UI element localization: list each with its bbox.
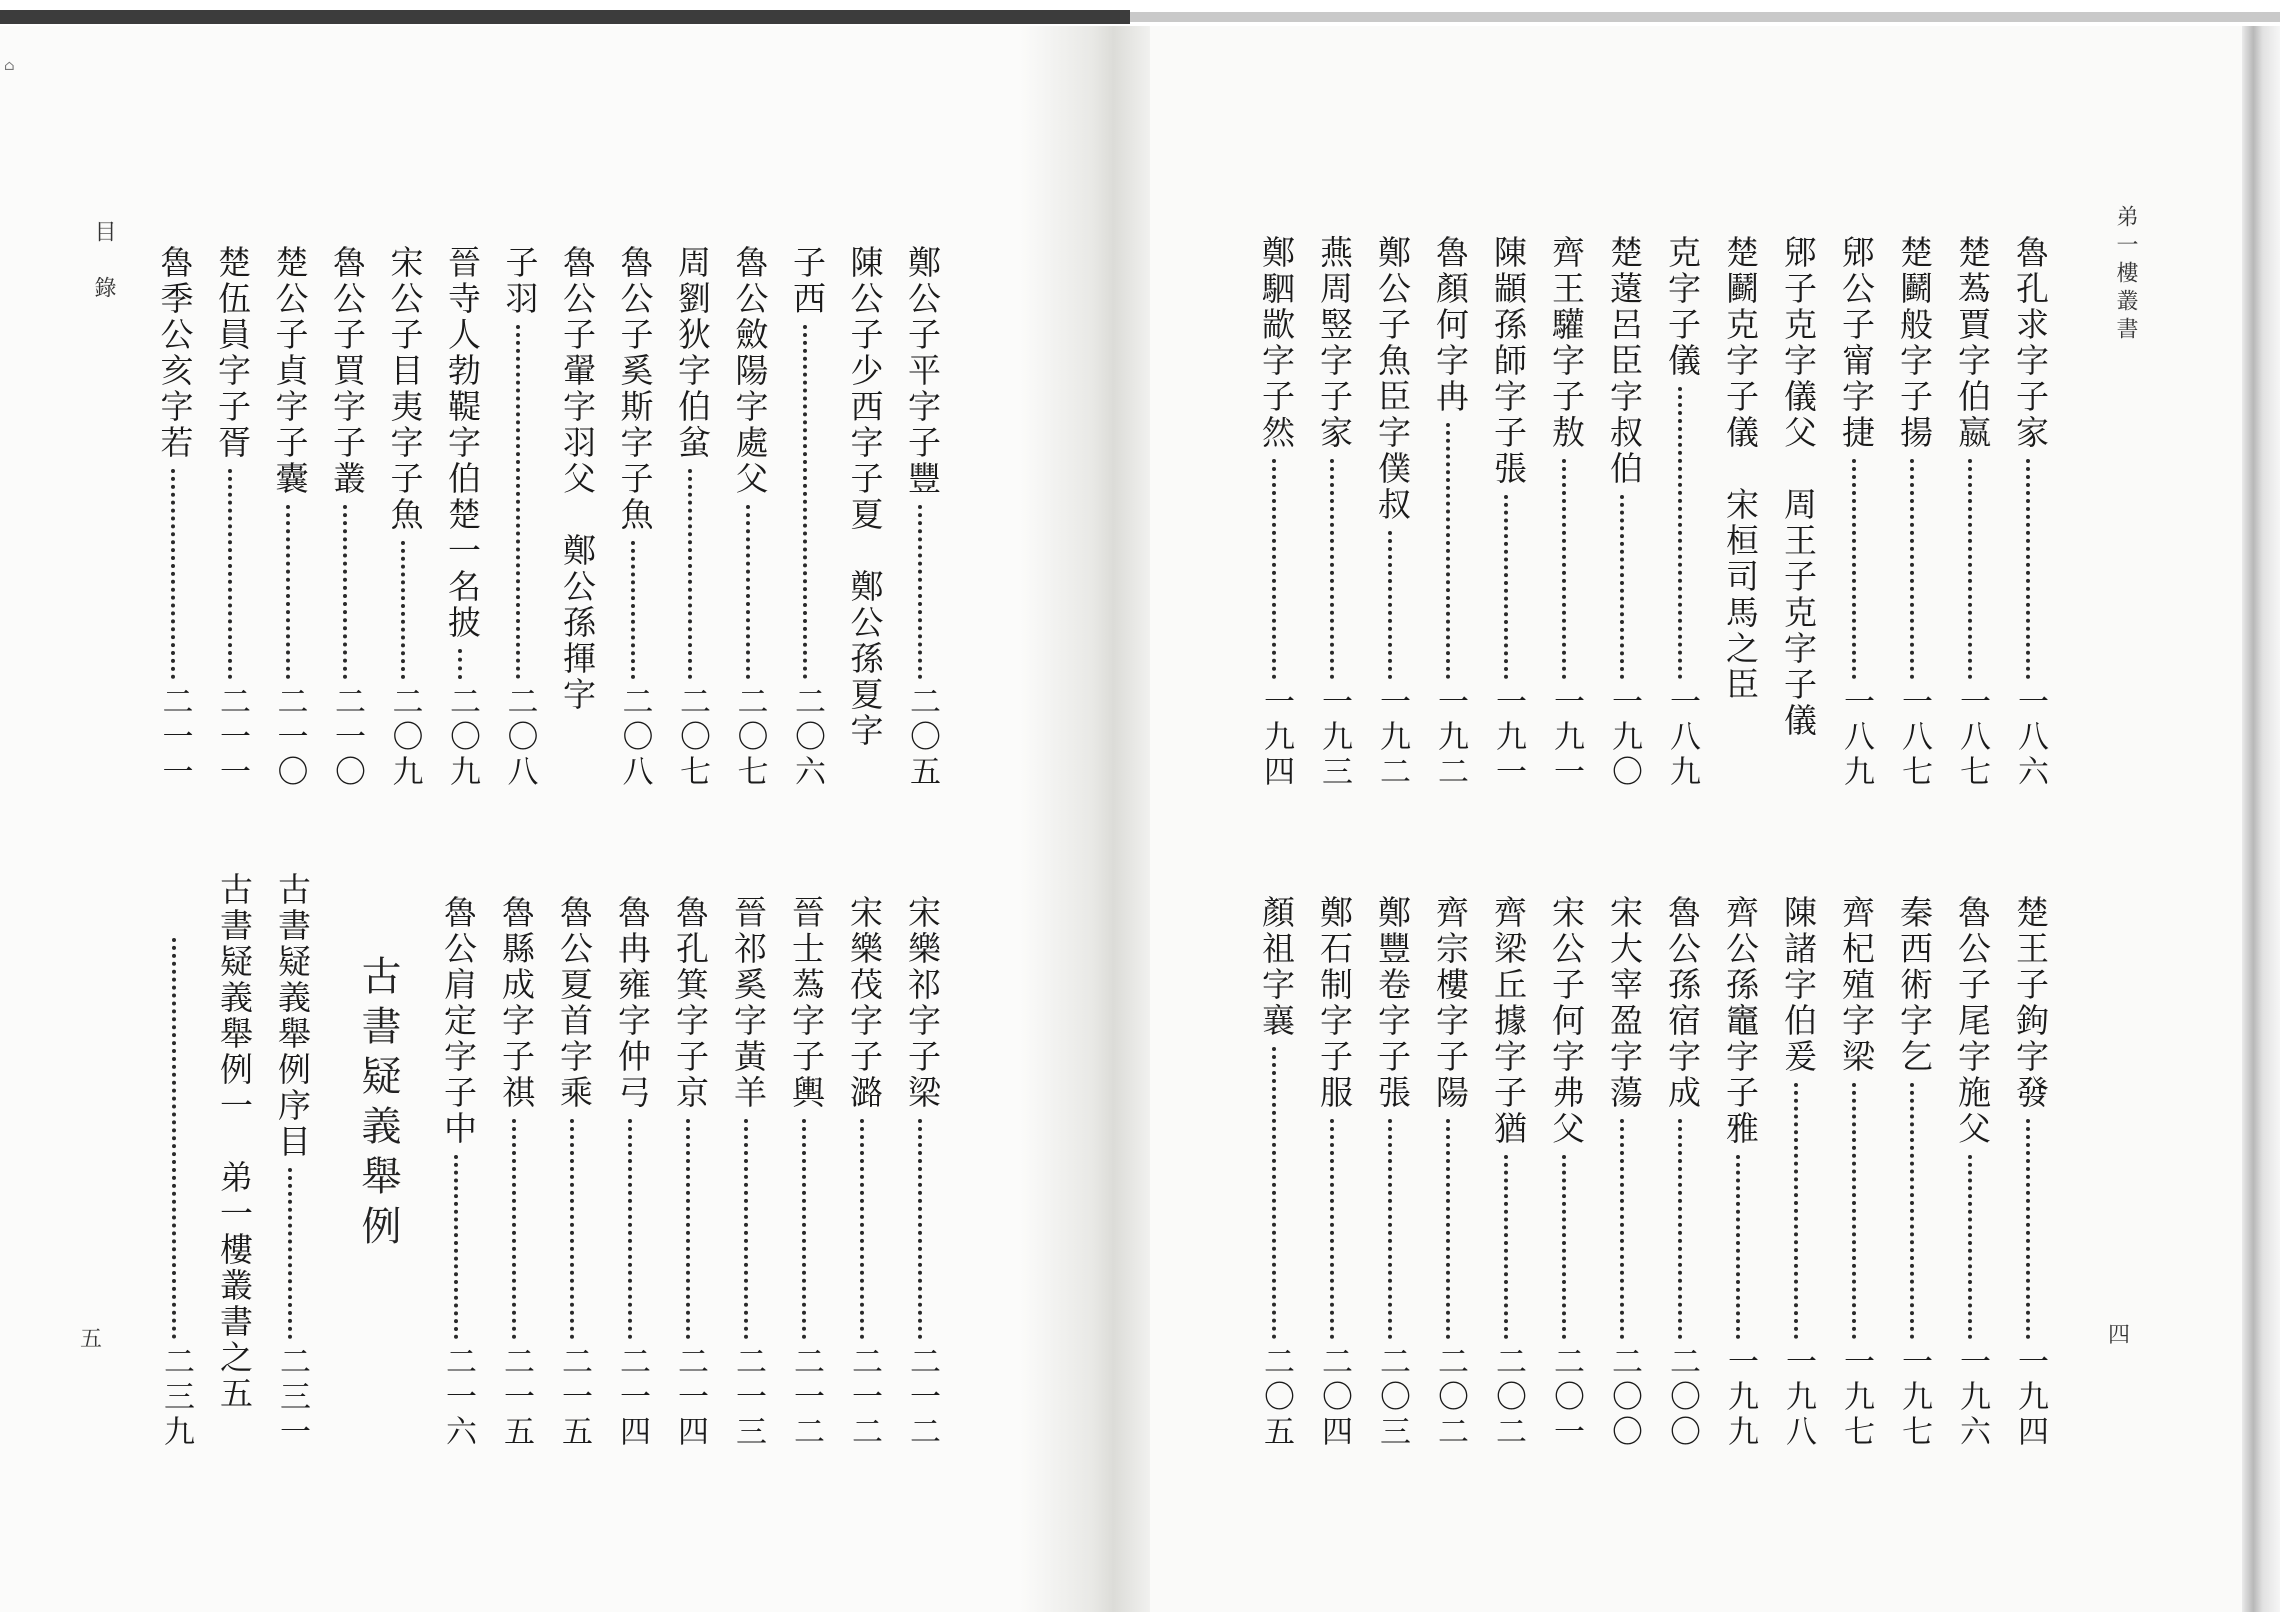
entry-page-number: 二〇九 xyxy=(444,685,480,790)
entry-title: 齊王驩字子敖 xyxy=(1547,235,1586,451)
entry-page-number: 二一四 xyxy=(672,1345,708,1450)
entry-title: 宋樂祁字子梁 xyxy=(903,895,942,1111)
right-bottom-entry xyxy=(1662,895,1702,1455)
entry-page-number: 一九七 xyxy=(1838,1345,1874,1450)
left-bottom-entry xyxy=(728,895,768,1455)
right-bottom-entry xyxy=(1488,895,1528,1455)
dot-leader xyxy=(1272,459,1280,679)
dot-leader xyxy=(1910,459,1918,679)
entry-title: 陳諸字伯爰 xyxy=(1779,895,1818,1075)
left-top-entry xyxy=(672,245,712,795)
entry-page-number: 二一二 xyxy=(846,1345,882,1450)
left-top-entry xyxy=(902,245,942,795)
dot-leader xyxy=(512,1119,520,1339)
right-top-entry xyxy=(1836,235,1876,795)
entry-page-number: 一九四 xyxy=(2012,1345,2048,1450)
entry-title: 魯公子尾字施父 xyxy=(1953,895,1992,1147)
entry-page-number: 二〇九 xyxy=(386,685,423,790)
entry-page-number: 一九二 xyxy=(1432,685,1468,790)
entry-title: 魯孔求字子家 xyxy=(2011,235,2050,451)
entry-page-number: 一九七 xyxy=(1896,1345,1932,1450)
dot-leader xyxy=(918,505,926,679)
entry-title: 魯公肩定字子中 xyxy=(439,895,478,1147)
left-top-entry xyxy=(500,245,540,795)
entry-title: 宋大宰盈字蕩 xyxy=(1605,895,1644,1111)
entry-page-number: 二三一 xyxy=(274,1345,310,1450)
right-bottom-entry xyxy=(1430,895,1470,1455)
dot-leader xyxy=(746,505,754,679)
entry-title: 齊公孫竈字子雅 xyxy=(1721,895,1760,1147)
dot-leader xyxy=(1446,423,1454,679)
dot-leader xyxy=(1388,531,1396,679)
dot-leader xyxy=(1678,1119,1686,1339)
scan-speck: ⌂ xyxy=(4,58,15,74)
left-top-entry xyxy=(730,245,770,795)
right-bottom-entry xyxy=(1546,895,1586,1455)
right-top-entry xyxy=(1720,235,1760,795)
right-bottom-entry xyxy=(1894,895,1934,1455)
dot-leader xyxy=(1794,1083,1802,1339)
entry-title: 魯孔箕字子京 xyxy=(671,895,710,1111)
entry-title: 晉祁奚字黃羊 xyxy=(729,895,768,1111)
right-top-entry xyxy=(1488,235,1528,795)
folio-left: 五 xyxy=(80,1327,103,1352)
entry-page-number: 二〇七 xyxy=(731,685,768,790)
entry-page-number: 二〇八 xyxy=(616,685,653,790)
entry-title: 齊梁丘據字子猶 xyxy=(1489,895,1528,1147)
dot-leader xyxy=(516,325,524,679)
entry-title: 鄭石制字子服 xyxy=(1315,895,1354,1111)
entry-title: 鄭豐卷字子張 xyxy=(1373,895,1412,1111)
book-gutter xyxy=(1020,26,1150,1612)
dot-leader xyxy=(2026,1119,2034,1339)
entry-title: 魯公子奚斯字子魚 xyxy=(615,245,655,533)
entry-title: 秦西術字乞 xyxy=(1895,895,1934,1075)
running-header-left: 目 錄 xyxy=(91,220,116,304)
dot-leader xyxy=(1272,1047,1280,1339)
dot-leader xyxy=(628,1119,636,1339)
dot-leader xyxy=(454,1155,462,1339)
entry-title: 子西 xyxy=(788,245,827,317)
right-bottom-entry xyxy=(1720,895,1760,1455)
entry-page-number: 一九八 xyxy=(1780,1345,1816,1450)
entry-title: 克字子儀 xyxy=(1663,235,1702,379)
dot-leader xyxy=(570,1119,578,1339)
entry-title: 陳顓孫師字子張 xyxy=(1489,235,1528,487)
left-top-entry xyxy=(327,245,367,795)
entry-page-number: 一九一 xyxy=(1490,685,1526,790)
right-top-entry xyxy=(1430,235,1470,795)
dot-leader xyxy=(1446,1119,1454,1339)
entry-title: 魯公子買字子叢 xyxy=(328,245,367,497)
entry-page-number: 二一五 xyxy=(556,1345,592,1450)
dot-leader xyxy=(744,1119,752,1339)
left-top-entry xyxy=(845,245,885,795)
entry-page-number: 二〇一 xyxy=(1548,1345,1584,1450)
dot-leader xyxy=(171,469,179,679)
right-top-entry xyxy=(1256,235,1296,795)
entry-page-number: 二〇五 xyxy=(1258,1345,1294,1450)
entry-title: 魯顏何字冉 xyxy=(1431,235,1470,415)
entry-page-number: 二一〇 xyxy=(271,685,308,790)
right-top-entry xyxy=(1778,235,1818,795)
right-top-entry xyxy=(1314,235,1354,795)
section-heading: 古書疑義舉例 xyxy=(355,955,401,1255)
entry-title: 楚鬬般字子揚 xyxy=(1895,235,1934,451)
right-bottom-entry xyxy=(1778,895,1818,1455)
dot-leader xyxy=(1968,459,1976,679)
entry-title: 楚王子鉤字發 xyxy=(2011,895,2050,1111)
dot-leader xyxy=(631,541,639,679)
entry-page-number: 二〇〇 xyxy=(1664,1345,1700,1450)
entry-title: 齊宗樓字子陽 xyxy=(1431,895,1470,1111)
entry-title: 魯季公亥字若 xyxy=(155,245,195,461)
entry-title: 魯公孫宿字成 xyxy=(1663,895,1702,1111)
running-header-right: 弟一樓叢書 xyxy=(2113,205,2138,345)
entry-title: 魯公子翬字羽父 鄭公孫揮字 xyxy=(558,245,597,713)
dot-leader xyxy=(172,938,180,1339)
entry-page-number: 二一一 xyxy=(214,685,250,790)
right-top-entry xyxy=(1604,235,1644,795)
right-top-entry xyxy=(1546,235,1586,795)
section-entry-title: 古書疑義舉例一 弟一樓叢書之五 xyxy=(215,872,254,1412)
dot-leader xyxy=(1620,495,1628,679)
entry-title: 楚鬬克字子儀 宋桓司馬之臣 xyxy=(1721,235,1760,703)
right-bottom-entry xyxy=(1952,895,1992,1455)
dot-leader xyxy=(1562,459,1570,679)
entry-page-number: 一九二 xyxy=(1374,685,1410,790)
right-top-entry xyxy=(1372,235,1412,795)
entry-title: 子羽 xyxy=(500,245,540,317)
left-bottom-entry xyxy=(902,895,942,1455)
entry-title: 魯縣成字子祺 xyxy=(497,895,536,1111)
dot-leader xyxy=(803,325,811,679)
dot-leader xyxy=(1678,387,1686,679)
entry-page-number: 一八六 xyxy=(2012,685,2048,790)
right-bottom-entry xyxy=(1372,895,1412,1455)
left-bottom-entry xyxy=(554,895,594,1455)
entry-title: 齊杞殖字梁 xyxy=(1837,895,1876,1075)
scan-top-edge xyxy=(0,0,2280,26)
left-top-entry xyxy=(615,245,655,795)
entry-page-number: 一九六 xyxy=(1954,1345,1990,1450)
entry-page-number: 一九一 xyxy=(1548,685,1584,790)
dot-leader xyxy=(686,1119,694,1339)
left-bottom-entry xyxy=(844,895,884,1455)
dot-leader xyxy=(1330,1119,1338,1339)
entry-title: 魯公斂陽字處父 xyxy=(730,245,770,497)
dot-leader xyxy=(1388,1119,1396,1339)
dot-leader xyxy=(688,469,696,679)
entry-page-number: 一九三 xyxy=(1316,685,1352,790)
dot-leader xyxy=(1910,1083,1918,1339)
entry-page-number: 一八九 xyxy=(1838,685,1874,790)
entry-page-number: 二〇四 xyxy=(1316,1345,1352,1450)
entry-page-number: 二〇二 xyxy=(1490,1345,1526,1450)
left-top-entry xyxy=(270,245,310,795)
entry-title: 鄭公子平字子豐 xyxy=(903,245,942,497)
left-top-entry xyxy=(212,245,252,795)
entry-title: 古書疑義舉例序目 xyxy=(273,872,312,1160)
dot-leader xyxy=(1736,1155,1744,1339)
entry-title: 陳公子少西字子夏 鄭公孫夏字 xyxy=(845,245,885,749)
entry-page-number: 二〇六 xyxy=(789,685,825,790)
page-edge xyxy=(2242,26,2280,1612)
dot-leader xyxy=(1562,1155,1570,1339)
entry-page-number: 一九〇 xyxy=(1606,685,1642,790)
left-bottom-entry xyxy=(670,895,710,1455)
dot-leader xyxy=(1852,1083,1860,1339)
left-bottom-entry xyxy=(438,895,478,1455)
left-top-entry xyxy=(557,245,597,795)
entry-page-number: 二一六 xyxy=(440,1345,476,1450)
entry-title: 宋公子目夷字子魚 xyxy=(385,245,425,533)
dot-leader xyxy=(1620,1119,1628,1339)
entry-title: 楚伍員字子胥 xyxy=(213,245,252,461)
right-bottom-entry xyxy=(1256,895,1296,1455)
entry-page-number: 二〇三 xyxy=(1374,1345,1410,1450)
dot-leader xyxy=(401,541,409,679)
entry-title: 鄭公子魚臣字僕叔 xyxy=(1373,235,1412,523)
entry-page-number: 二〇八 xyxy=(501,685,538,790)
dot-leader xyxy=(1504,495,1512,679)
dot-leader xyxy=(2026,459,2034,679)
entry-title: 晉寺人勃鞮字伯楚一名披 xyxy=(443,245,482,641)
section-entry xyxy=(272,872,312,1455)
entry-page-number: 一八九 xyxy=(1664,685,1700,790)
dot-leader xyxy=(286,505,294,679)
left-bottom-entry xyxy=(786,895,826,1455)
entry-page-number: 二〇〇 xyxy=(1606,1345,1642,1450)
left-top-entry xyxy=(385,245,425,795)
entry-page-number: 二〇七 xyxy=(674,685,710,790)
entry-title: 楚薳呂臣字叔伯 xyxy=(1605,235,1644,487)
entry-page-number: 二三九 xyxy=(158,1345,194,1450)
entry-title: 鄭駟歂字子然 xyxy=(1257,235,1296,451)
dot-leader xyxy=(228,469,236,679)
folio-right: 四 xyxy=(2108,1323,2131,1348)
entry-page-number: 二一三 xyxy=(730,1345,766,1450)
entry-title: 宋公子何字弗父 xyxy=(1547,895,1586,1147)
entry-title: 晉士蒍字子輿 xyxy=(787,895,826,1111)
right-bottom-entry xyxy=(2010,895,2050,1455)
right-top-entry xyxy=(1894,235,1934,795)
dot-leader xyxy=(918,1119,926,1339)
entry-page-number: 二〇五 xyxy=(904,685,940,790)
dot-leader xyxy=(458,649,466,679)
entry-page-number: 二一一 xyxy=(156,685,193,790)
entry-page-number: 二一二 xyxy=(788,1345,824,1450)
entry-title: 楚公子貞字子囊 xyxy=(270,245,310,497)
dot-leader xyxy=(802,1119,810,1339)
entry-page-number: 二一四 xyxy=(614,1345,650,1450)
dot-leader xyxy=(288,1168,296,1339)
left-top-entry xyxy=(155,245,195,795)
dot-leader xyxy=(1504,1155,1512,1339)
section-entry xyxy=(156,930,196,1455)
entry-page-number: 二〇二 xyxy=(1432,1345,1468,1450)
left-bottom-entry xyxy=(612,895,652,1455)
entry-page-number: 二一五 xyxy=(498,1345,534,1450)
left-top-entry xyxy=(442,245,482,795)
dot-leader xyxy=(1968,1155,1976,1339)
dot-leader xyxy=(1330,459,1338,679)
right-bottom-entry xyxy=(1604,895,1644,1455)
entry-page-number: 二一二 xyxy=(904,1345,940,1450)
entry-title: 顏祖字襄 xyxy=(1257,895,1296,1039)
entry-page-number: 一八七 xyxy=(1954,685,1990,790)
entry-title: 魯公夏首字乘 xyxy=(555,895,594,1111)
entry-title: 燕周竪字子家 xyxy=(1315,235,1354,451)
right-top-entry xyxy=(1952,235,1992,795)
entry-page-number: 一九四 xyxy=(1258,685,1294,790)
entry-title: 郳公子甯字捷 xyxy=(1837,235,1876,451)
entry-title: 宋樂茷字子潞 xyxy=(845,895,884,1111)
right-bottom-entry xyxy=(1314,895,1354,1455)
entry-title: 魯冉雍字仲弓 xyxy=(613,895,652,1111)
entry-page-number: 一九九 xyxy=(1722,1345,1758,1450)
entry-title: 周劉狄字伯蚠 xyxy=(673,245,712,461)
entry-title: 楚蒍賈字伯嬴 xyxy=(1953,235,1992,451)
dot-leader xyxy=(860,1119,868,1339)
right-top-entry xyxy=(1662,235,1702,795)
dot-leader xyxy=(343,505,351,679)
right-top-entry xyxy=(2010,235,2050,795)
entry-page-number: 二一〇 xyxy=(329,685,365,790)
right-bottom-entry xyxy=(1836,895,1876,1455)
left-top-entry xyxy=(787,245,827,795)
entry-title: 郳子克字儀父 周王子克字子儀 xyxy=(1779,235,1818,739)
entry-page-number: 一八七 xyxy=(1896,685,1932,790)
dot-leader xyxy=(1852,459,1860,679)
left-bottom-entry xyxy=(496,895,536,1455)
